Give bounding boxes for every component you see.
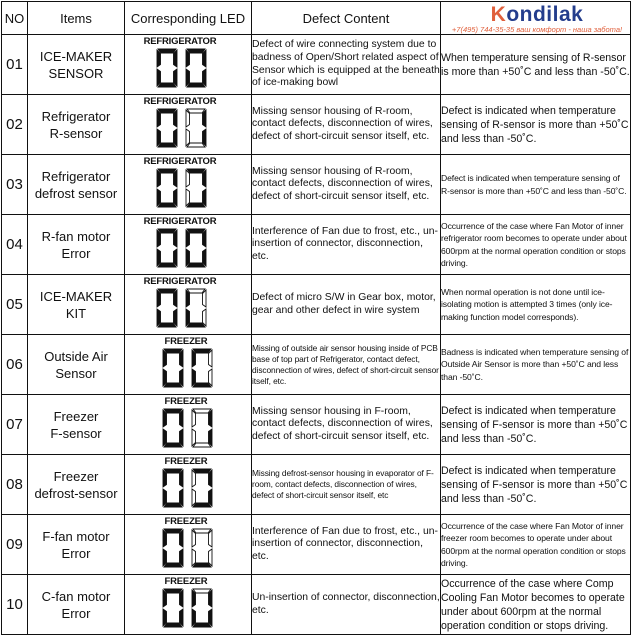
segment-d-unlit (193, 443, 211, 447)
segment-f-lit (157, 290, 161, 307)
segment-c-lit (209, 489, 213, 506)
led-display (128, 215, 248, 269)
segment-f-lit (192, 590, 196, 607)
segment-b-lit (209, 590, 213, 607)
table-row (2, 515, 631, 575)
led-digit-1 (160, 468, 186, 508)
item-line: ICE-MAKER (39, 288, 113, 304)
segment-f-lit (157, 50, 161, 67)
item-line: Error (61, 245, 91, 261)
segment-d-lit (158, 263, 176, 267)
row-led (125, 35, 252, 95)
segment-c-lit (203, 249, 207, 266)
item-line: C-fan motor (41, 588, 111, 604)
table-row (2, 35, 631, 95)
table-row (2, 575, 631, 635)
led-display (128, 395, 248, 449)
segment-b-lit (180, 590, 184, 607)
segment-d-lit (193, 623, 211, 627)
segment-e-lit (157, 189, 161, 206)
led-label: REFRIGERATOR (143, 156, 217, 167)
segment-d-lit (193, 503, 211, 507)
led-digits (154, 48, 212, 93)
row-item (28, 455, 125, 515)
row-led (125, 515, 252, 575)
led-digit-1 (160, 588, 186, 628)
row-item (28, 335, 125, 395)
header-led: Corresponding LED (125, 2, 252, 35)
item-line: Sensor (55, 365, 97, 381)
row-led (125, 275, 252, 335)
segment-b-lit (174, 50, 178, 67)
led-digit-2 (183, 48, 209, 88)
segment-f-lit (186, 230, 190, 247)
watermark-brand-rest: ondilak (506, 3, 584, 26)
item-line: F-sensor (50, 425, 102, 441)
row-number: 04 (2, 215, 28, 275)
segment-b-lit (180, 350, 184, 367)
item-line: Outside Air (44, 348, 108, 364)
row-led (125, 95, 252, 155)
row-number: 09 (2, 515, 28, 575)
segment-b-lit (174, 170, 178, 187)
segment-c-lit (174, 69, 178, 86)
led-digits (160, 588, 218, 633)
watermark-tagline: +7(495) 744-35-35 ваш комфорт - наша забота! (451, 25, 623, 34)
segment-f-lit (186, 50, 190, 67)
item-line: Error (61, 545, 91, 561)
segment-b-lit (209, 470, 213, 487)
header-row (2, 2, 631, 35)
row-item (28, 395, 125, 455)
item-line: Freezer (53, 468, 99, 484)
led-digit-1 (154, 168, 180, 208)
led-digit-2 (189, 528, 215, 568)
segment-a-lit (187, 49, 205, 53)
segment-d-lit (187, 203, 205, 207)
table-row (2, 95, 631, 155)
row-defect: Missing sensor housing of R-room, contact defects, disconnection of wires, defect of short-circuit sensor itself, etc. (252, 155, 441, 215)
row-item (28, 155, 125, 215)
segment-d-lit (164, 563, 182, 567)
segment-a-lit (193, 349, 211, 353)
segment-e-unlit (186, 189, 190, 206)
segment-e-lit (157, 129, 161, 146)
header-no: NO (2, 2, 28, 35)
row-defect: Un-insertion of connector, disconnection, etc. (252, 575, 441, 635)
item-line: R-fan motor (41, 228, 111, 244)
segment-e-lit (163, 429, 167, 446)
led-digit-2 (189, 468, 215, 508)
segment-f-lit (186, 290, 190, 307)
segment-e-lit (186, 69, 190, 86)
row-led (125, 335, 252, 395)
segment-d-lit (193, 563, 211, 567)
segment-c-lit (174, 129, 178, 146)
item-line: R-sensor (49, 125, 103, 141)
led-digit-1 (160, 528, 186, 568)
segment-d-lit (164, 503, 182, 507)
item-line: ICE-MAKER (39, 48, 113, 64)
led-digit-1 (154, 108, 180, 148)
segment-d-unlit (187, 143, 205, 147)
segment-b-lit (174, 290, 178, 307)
segment-d-lit (193, 383, 211, 387)
segment-b-lit (203, 50, 207, 67)
segment-b-lit (174, 230, 178, 247)
row-number: 06 (2, 335, 28, 395)
led-digit-1 (154, 228, 180, 268)
segment-a-lit (164, 349, 182, 353)
row-defect: Missing sensor housing of R-room, contact defects, disconnection of wires, defect of short-circuit sensor itself, etc. (252, 95, 441, 155)
led-digits (160, 348, 218, 393)
segment-f-unlit (192, 470, 196, 487)
led-label: FREEZER (164, 336, 208, 347)
segment-e-lit (186, 309, 190, 326)
segment-c-lit (203, 189, 207, 206)
table-row (2, 155, 631, 215)
segment-a-lit (158, 109, 176, 113)
segment-f-lit (163, 350, 167, 367)
segment-a-lit (158, 289, 176, 293)
led-display (128, 575, 248, 629)
segment-e-unlit (192, 429, 196, 446)
led-label: REFRIGERATOR (143, 276, 217, 287)
table-row (2, 215, 631, 275)
led-digit-2 (183, 228, 209, 268)
item-line: SENSOR (48, 65, 104, 81)
item-line: Refrigerator (41, 108, 111, 124)
led-digits (154, 288, 212, 333)
segment-c-unlit (203, 309, 207, 326)
item-line: Error (61, 605, 91, 621)
row-led (125, 395, 252, 455)
item-line: F-fan motor (42, 528, 110, 544)
led-display (128, 455, 248, 509)
row-item (28, 215, 125, 275)
segment-d-lit (158, 203, 176, 207)
row-condition: When normal operation is not done until ice-isolating motion is attempted 3 times (only ice-making function model corresponds). (441, 275, 631, 335)
segment-e-lit (163, 549, 167, 566)
row-item (28, 95, 125, 155)
segment-f-unlit (192, 410, 196, 427)
row-defect: Missing sensor housing in F-room, contact defects, disconnection of wires, defect of short-circuit sensor itself, etc. (252, 395, 441, 455)
segment-f-lit (192, 350, 196, 367)
led-digits (154, 108, 212, 153)
header-condition (441, 2, 631, 35)
segment-b-lit (180, 410, 184, 427)
segment-b-lit (174, 110, 178, 127)
segment-a-lit (193, 469, 211, 473)
row-item (28, 515, 125, 575)
item-line: KIT (65, 305, 87, 321)
segment-f-unlit (186, 110, 190, 127)
segment-e-lit (186, 249, 190, 266)
segment-b-lit (180, 470, 184, 487)
segment-a-unlit (187, 289, 205, 293)
row-led (125, 575, 252, 635)
segment-c-lit (180, 609, 184, 626)
table-row (2, 275, 631, 335)
row-condition: Defect is indicated when temperature sensing of R-sensor is more than +50˚C and less than -50˚C. (441, 155, 631, 215)
segment-a-unlit (187, 109, 205, 113)
row-item (28, 275, 125, 335)
segment-f-lit (157, 230, 161, 247)
segment-c-lit (209, 429, 213, 446)
segment-d-lit (187, 263, 205, 267)
segment-e-lit (163, 489, 167, 506)
led-display (128, 95, 248, 149)
segment-e-lit (157, 309, 161, 326)
led-display (128, 515, 248, 569)
led-digits (160, 468, 218, 513)
segment-f-lit (163, 530, 167, 547)
led-label: REFRIGERATOR (143, 96, 217, 107)
segment-b-lit (203, 110, 207, 127)
segment-d-lit (164, 623, 182, 627)
segment-a-lit (164, 529, 182, 533)
row-defect: Interference of Fan due to frost, etc., un-insertion of connector, disconnection, etc. (252, 515, 441, 575)
segment-a-lit (187, 229, 205, 233)
led-digit-1 (160, 348, 186, 388)
led-label: REFRIGERATOR (143, 36, 217, 47)
row-number: 07 (2, 395, 28, 455)
header-items: Items (28, 2, 125, 35)
segment-b-unlit (203, 290, 207, 307)
segment-a-lit (164, 409, 182, 413)
segment-a-lit (164, 469, 182, 473)
segment-a-lit (158, 169, 176, 173)
segment-e-lit (192, 609, 196, 626)
item-line: defrost-sensor (34, 485, 118, 501)
error-code-table (1, 1, 631, 635)
segment-e-lit (157, 249, 161, 266)
segment-c-lit (180, 369, 184, 386)
item-line: Freezer (53, 408, 99, 424)
led-digit-2 (189, 408, 215, 448)
segment-f-lit (157, 170, 161, 187)
segment-c-lit (203, 129, 207, 146)
row-condition: Defect is indicated when temperature sensing of F-sensor is more than +50˚C and less than -50˚C. (441, 455, 631, 515)
led-label: FREEZER (164, 576, 208, 587)
row-defect: Defect of wire connecting system due to badness of Open/Short related aspect of Sensor which is equipped at the beneath of ice-making bowl (252, 35, 441, 95)
row-condition: Defect is indicated when temperature sensing of F-sensor is more than +50˚C and less than -50˚C. (441, 395, 631, 455)
header-defect: Defect Content (252, 2, 441, 35)
led-digit-1 (154, 288, 180, 328)
segment-e-lit (163, 369, 167, 386)
segment-d-lit (158, 143, 176, 147)
segment-e-unlit (192, 489, 196, 506)
segment-a-unlit (193, 589, 211, 593)
table-row (2, 455, 631, 515)
segment-f-unlit (192, 530, 196, 547)
segment-b-lit (209, 410, 213, 427)
segment-a-unlit (193, 409, 211, 413)
led-digits (160, 528, 218, 573)
row-condition: When temperature sensing of R-sensor is more than +50˚C and less than -50˚C. (441, 35, 631, 95)
segment-d-lit (164, 443, 182, 447)
row-led (125, 155, 252, 215)
segment-d-lit (187, 83, 205, 87)
segment-d-lit (164, 383, 182, 387)
item-line: Refrigerator (41, 168, 111, 184)
segment-a-lit (164, 589, 182, 593)
segment-a-lit (158, 49, 176, 53)
row-number: 10 (2, 575, 28, 635)
segment-c-lit (180, 489, 184, 506)
led-digits (154, 228, 212, 273)
led-label: FREEZER (164, 516, 208, 527)
segment-b-lit (203, 170, 207, 187)
segment-d-lit (158, 323, 176, 327)
segment-c-lit (209, 609, 213, 626)
segment-c-lit (203, 69, 207, 86)
row-condition: Occurrence of the case where Comp Cooling Fan Motor becomes to operate under about 600rpm at the normal operation condition or stops driving. (441, 575, 631, 635)
segment-c-unlit (209, 369, 213, 386)
item-line: defrost sensor (34, 185, 118, 201)
row-defect: Missing of outside air sensor housing inside of PCB base of top part of Refrigerator, contact defect, disconnection of wires, defect of short-circuit sensor itself, etc. (252, 335, 441, 395)
row-condition: Badness is indicated when temperature sensing of Outside Air Sensor is more than +50˚C and less than -50˚C. (441, 335, 631, 395)
segment-d-lit (158, 83, 176, 87)
segment-c-lit (180, 429, 184, 446)
row-defect: Missing defrost-sensor housing in evaporator of F- room, contact defects, disconnection of wires, defect of short-circuit sensor itself, etc (252, 455, 441, 515)
segment-f-lit (157, 110, 161, 127)
led-digits (154, 168, 212, 213)
row-number: 08 (2, 455, 28, 515)
led-display (128, 155, 248, 209)
segment-b-unlit (209, 350, 213, 367)
row-number: 02 (2, 95, 28, 155)
segment-b-unlit (209, 530, 213, 547)
segment-e-unlit (186, 129, 190, 146)
row-number: 01 (2, 35, 28, 95)
led-label: REFRIGERATOR (143, 216, 217, 227)
segment-f-lit (163, 590, 167, 607)
led-digits (160, 408, 218, 453)
table-row (2, 335, 631, 395)
segment-e-lit (157, 69, 161, 86)
segment-f-lit (163, 410, 167, 427)
segment-e-lit (192, 369, 196, 386)
row-item (28, 575, 125, 635)
segment-f-unlit (186, 170, 190, 187)
led-digit-1 (154, 48, 180, 88)
led-digit-2 (183, 288, 209, 328)
segment-a-lit (187, 169, 205, 173)
row-item (28, 35, 125, 95)
row-led (125, 215, 252, 275)
segment-e-unlit (192, 549, 196, 566)
led-digit-2 (183, 108, 209, 148)
segment-e-lit (163, 609, 167, 626)
row-led (125, 455, 252, 515)
led-label: FREEZER (164, 396, 208, 407)
led-label: FREEZER (164, 456, 208, 467)
row-number: 05 (2, 275, 28, 335)
row-condition: Occurrence of the case where Fan Motor of inner freezer room becomes to operate under about 600rpm at the normal operation condition or stops driving. (441, 515, 631, 575)
segment-a-lit (158, 229, 176, 233)
segment-c-lit (174, 249, 178, 266)
segment-c-lit (180, 549, 184, 566)
segment-b-lit (203, 230, 207, 247)
table-row (2, 395, 631, 455)
row-condition: Defect is indicated when temperature sensing of R-sensor is more than +50˚C and less than -50˚C. (441, 95, 631, 155)
row-defect: Defect of micro S/W in Gear box, motor, gear and other defect in wire system (252, 275, 441, 335)
led-display (128, 35, 248, 89)
led-digit-2 (189, 348, 215, 388)
led-display (128, 275, 248, 329)
segment-c-lit (174, 309, 178, 326)
led-digit-1 (160, 408, 186, 448)
row-defect: Interference of Fan due to frost, etc., un-insertion of connector, disconnection, etc. (252, 215, 441, 275)
row-number: 03 (2, 155, 28, 215)
segment-c-unlit (209, 549, 213, 566)
watermark-brand: Kondilak (490, 3, 584, 26)
row-condition: Occurrence of the case where Fan Motor of inner refrigerator room becomes to operate under about 600rpm at the normal operation condition or stops driving. (441, 215, 631, 275)
segment-f-lit (163, 470, 167, 487)
watermark-logo (448, 4, 626, 34)
segment-d-lit (187, 323, 205, 327)
led-digit-2 (189, 588, 215, 628)
segment-b-lit (180, 530, 184, 547)
led-display (128, 335, 248, 389)
segment-c-lit (174, 189, 178, 206)
led-digit-2 (183, 168, 209, 208)
segment-a-unlit (193, 529, 211, 533)
